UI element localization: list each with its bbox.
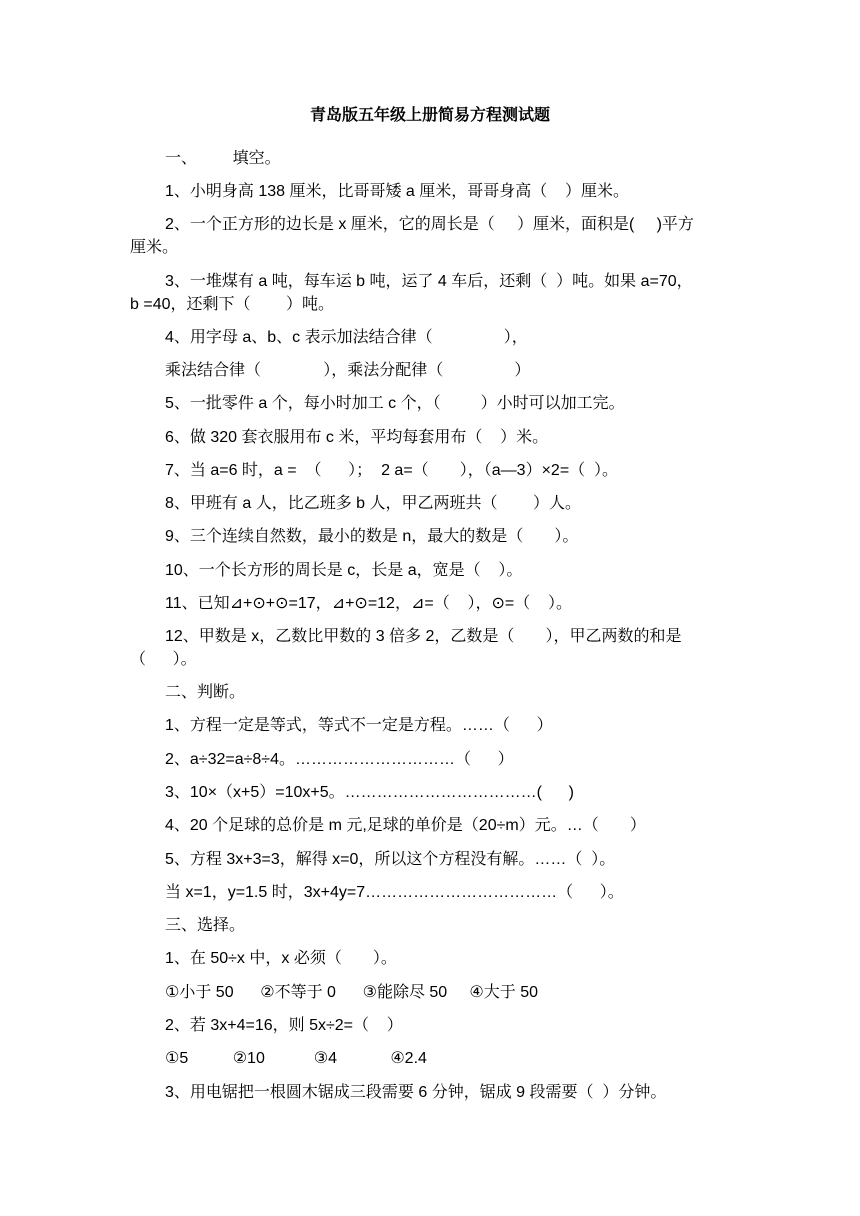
section-heading-fill-blanks: 一、 填空。 [165,150,281,167]
question-line: 6、做 320 套衣服用布 c 米，平均每套用布（ ）米。 [165,429,549,446]
question-line: 当 x=1，y=1.5 时，3x+4y=7………………………………（ ）。 [165,884,624,901]
question-line: 12、甲数是 x，乙数比甲数的 3 倍多 2，乙数是（ ），甲乙两数的和是 [165,628,682,645]
question-line-continued: b =40，还剩下（ ）吨。 [130,296,335,313]
question-line: 10、一个长方形的周长是 c，长是 a，宽是（ ）。 [165,562,523,579]
question-line: 5、方程 3x+3=3，解得 x=0，所以这个方程没有解。……（ ）。 [165,851,616,868]
question-line: 1、在 50÷x 中，x 必须（ ）。 [165,950,397,967]
options-line: ①小于 50 ②不等于 0 ③能除尽 50 ④大于 50 [165,984,539,1001]
question-line: 1、小明身高 138 厘米，比哥哥矮 a 厘米，哥哥身高（ ）厘米。 [165,183,630,200]
section-heading-judge: 二、判断。 [165,684,246,701]
question-line: 3、用电锯把一根圆木锯成三段需要 6 分钟，锯成 9 段需要（ ）分钟。 [165,1084,667,1101]
question-line: 2、若 3x+4=16，则 5x÷2=（ ） [165,1017,403,1034]
question-line: 7、当 a=6 时，a = （ ）； 2 a=（ ），（a—3）×2=（ ）。 [165,462,619,479]
question-line: 11、已知⊿+⊙+⊙=17，⊿+⊙=12，⊿=（ ），⊙=（ ）。 [165,595,573,612]
section-heading-choice: 三、选择。 [165,917,246,934]
question-line-continued: 厘米。 [130,239,179,256]
question-line: 5、一批零件 a 个，每小时加工 c 个，（ ）小时可以加工完。 [165,395,625,412]
question-line: 9、三个连续自然数，最小的数是 n，最大的数是（ ）。 [165,528,579,545]
page-title: 青岛版五年级上册简易方程测试题 [309,107,550,124]
question-line: 2、一个正方形的边长是 x 厘米，它的周长是（ ）厘米，面积是( )平方 [165,216,694,233]
question-line: 乘法结合律（ ），乘法分配律（ ） [165,362,531,379]
question-line: 4、用字母 a、b、c 表示加法结合律（ ）， [165,329,528,346]
question-line-continued: （ ）。 [130,651,197,668]
question-line: 8、甲班有 a 人，比乙班多 b 人，甲乙两班共（ ）人。 [165,495,582,512]
question-line: 3、一堆煤有 a 吨，每车运 b 吨，运了 4 车后，还剩（ ）吨。如果 a=70， [165,273,693,290]
question-line: 3、10×（x+5）=10x+5。………………………………( ) [165,784,574,801]
options-line: ①5 ②10 ③4 ④2.4 [165,1050,427,1067]
question-line: 1、方程一定是等式，等式不一定是方程。……（ ） [165,717,553,734]
question-line: 4、20 个足球的总价是 m 元,足球的单价是（20÷m）元。…（ ） [165,817,646,834]
question-line: 2、a÷32=a÷8÷4。…………………………（ ） [165,751,514,768]
